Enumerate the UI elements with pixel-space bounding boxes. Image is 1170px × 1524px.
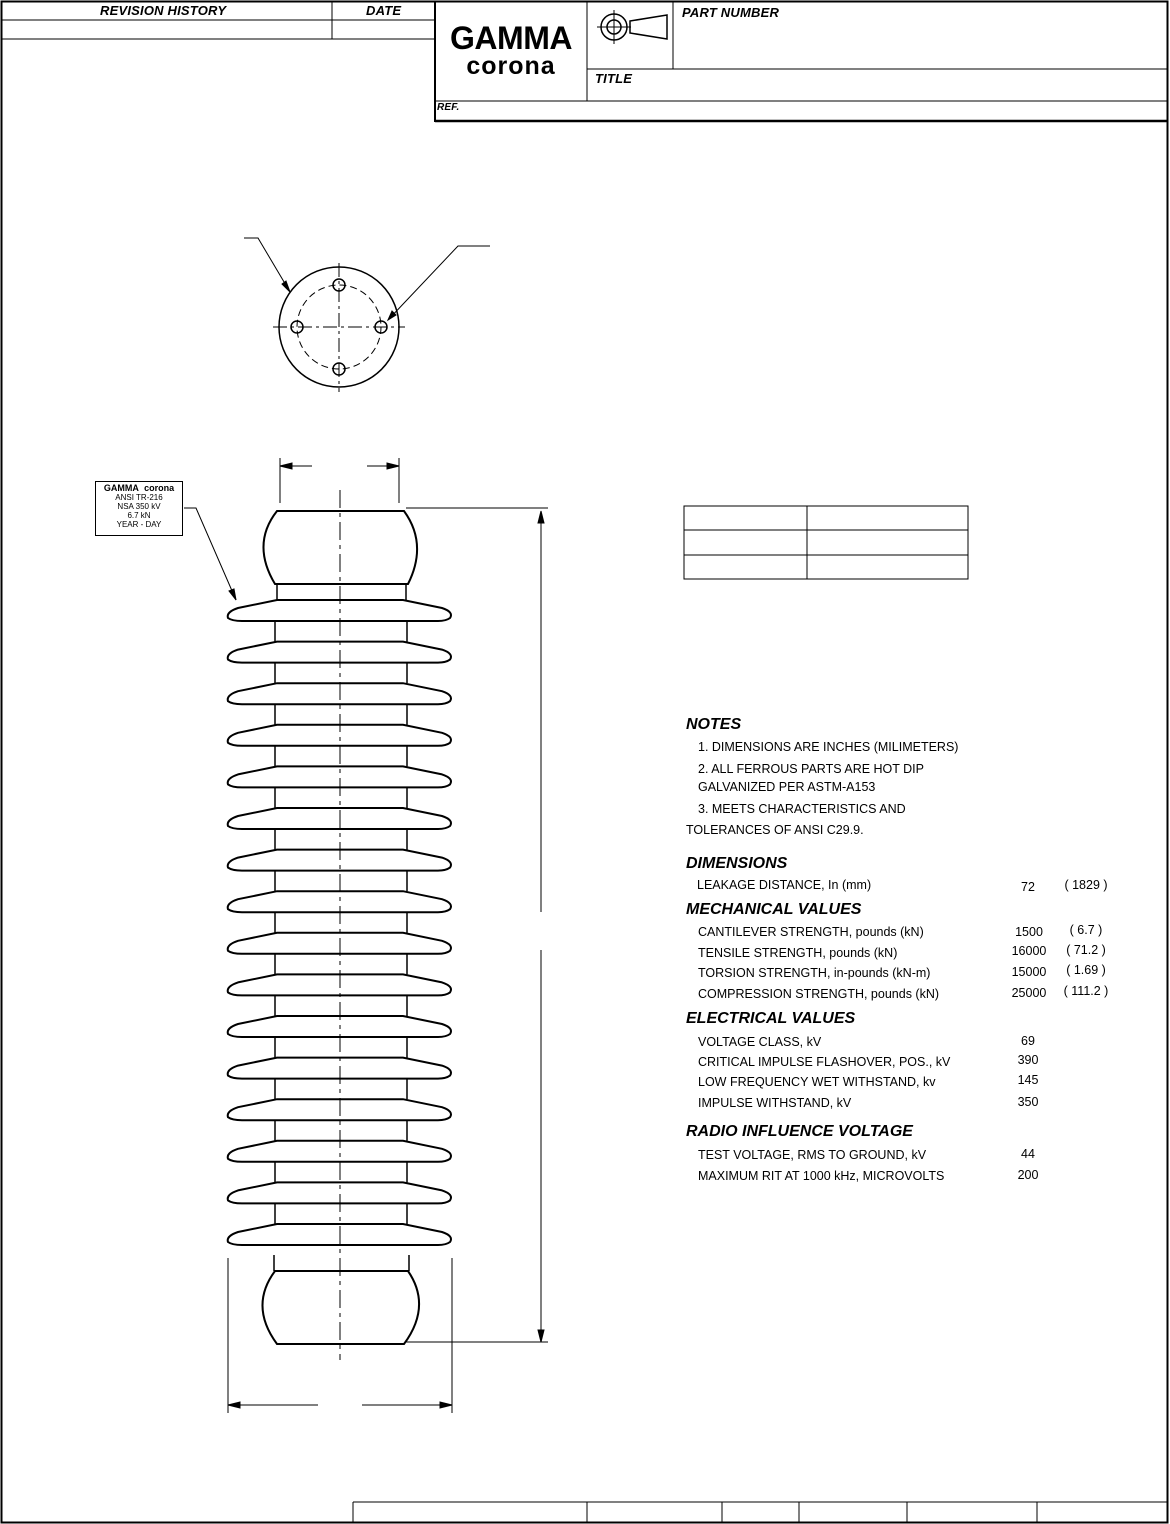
mechanical-label: CANTILEVER STRENGTH, pounds (kN)	[698, 925, 924, 939]
electrical-value: 390	[1017, 1053, 1039, 1067]
mechanical-label: TORSION STRENGTH, in-pounds (kN-m)	[698, 966, 931, 980]
radio-label: TEST VOLTAGE, RMS TO GROUND, kV	[698, 1148, 927, 1162]
projection-symbol-icon	[597, 10, 667, 44]
insulator-shed	[228, 600, 451, 621]
mechanical-value: 16000	[1011, 944, 1047, 958]
note-item: GALVANIZED PER ASTM-A153	[698, 780, 876, 794]
bottom-strip	[353, 1502, 1168, 1523]
electrical-label: CRITICAL IMPULSE FLASHOVER, POS., kV	[698, 1055, 951, 1069]
radio-heading: RADIO INFLUENCE VOLTAGE	[686, 1123, 913, 1140]
height-dimension	[406, 508, 548, 1342]
mechanical-value: 15000	[1011, 965, 1047, 979]
dimension-value: 72	[1021, 880, 1035, 894]
nameplate-line: ANSI TR-216	[115, 493, 163, 502]
post-insulator-elevation	[228, 490, 451, 1360]
part-number-label: PART NUMBER	[682, 5, 780, 20]
insulator-shed	[228, 1099, 451, 1120]
insulator-shed	[228, 683, 451, 704]
insulator-shed	[228, 891, 451, 912]
insulator-shed	[228, 850, 451, 871]
electrical-value: 145	[1017, 1073, 1039, 1087]
mechanical-metric: ( 111.2 )	[1063, 984, 1109, 998]
note-item: 1. DIMENSIONS ARE INCHES (MILIMETERS)	[698, 740, 959, 754]
nameplate-line: YEAR - DAY	[116, 520, 162, 529]
insulator-shed	[228, 1058, 451, 1079]
electrical-label: LOW FREQUENCY WET WITHSTAND, kv	[698, 1075, 936, 1089]
electrical-label: VOLTAGE CLASS, kV	[698, 1035, 822, 1049]
ref-label: REF.	[437, 102, 460, 113]
nameplate-label	[95, 481, 183, 536]
nameplate-line: 6.7 kN	[127, 511, 151, 520]
mechanical-metric: ( 71.2 )	[1066, 943, 1106, 957]
nameplate-line: NSA 350 kV	[117, 502, 161, 511]
note-item: 2. ALL FERROUS PARTS ARE HOT DIP	[698, 762, 924, 776]
electrical-value: 69	[1021, 1034, 1035, 1048]
insulator-shed	[228, 933, 451, 954]
nameplate-leader	[184, 508, 236, 600]
insulator-shed	[228, 642, 451, 663]
mechanical-value: 25000	[1011, 986, 1047, 1000]
insulator-shed	[228, 1141, 451, 1162]
nameplate-brand: GAMMA corona	[103, 483, 175, 493]
radio-value: 200	[1017, 1168, 1039, 1182]
mechanical-value: 1500	[1015, 925, 1043, 939]
dimension-metric: ( 1829 )	[1064, 878, 1108, 892]
dimensions-heading: DIMENSIONS	[686, 855, 788, 872]
mechanical-label: TENSILE STRENGTH, pounds (kN)	[698, 946, 898, 960]
mechanical-label: COMPRESSION STRENGTH, pounds (kN)	[698, 987, 940, 1001]
note-item: 3. MEETS CHARACTERISTICS AND	[698, 802, 906, 816]
top-view	[244, 238, 490, 392]
note-item: TOLERANCES OF ANSI C29.9.	[686, 823, 864, 837]
insulator-shed	[228, 808, 451, 829]
insulator-shed	[228, 1182, 451, 1203]
logo-gamma: GAMMA	[450, 20, 572, 56]
height-arrow	[538, 1330, 544, 1342]
mechanical-heading: MECHANICAL VALUES	[686, 901, 862, 918]
electrical-heading: ELECTRICAL VALUES	[686, 1010, 856, 1027]
insulator-shed	[228, 766, 451, 787]
electrical-label: IMPULSE WITHSTAND, kV	[698, 1096, 852, 1110]
logo-corona: corona	[466, 52, 556, 80]
mechanical-metric: ( 1.69 )	[1066, 963, 1106, 977]
company-logo	[437, 22, 585, 79]
radio-value: 44	[1021, 1147, 1035, 1161]
dimension-label: LEAKAGE DISTANCE, In (mm)	[697, 878, 872, 892]
radio-label: MAXIMUM RIT AT 1000 kHz, MICROVOLTS	[698, 1169, 945, 1183]
title-label: TITLE	[595, 71, 633, 86]
electrical-value: 350	[1017, 1095, 1039, 1109]
revision-history-heading: REVISION HISTORY	[100, 3, 227, 18]
blank-data-table	[684, 506, 968, 579]
insulator-shed	[228, 1224, 451, 1245]
insulator-shed	[228, 1016, 451, 1037]
notes-heading: NOTES	[686, 716, 742, 733]
insulator-shed	[228, 725, 451, 746]
date-heading: DATE	[366, 3, 402, 18]
insulator-shed	[228, 974, 451, 995]
mechanical-metric: ( 6.7 )	[1069, 923, 1103, 937]
